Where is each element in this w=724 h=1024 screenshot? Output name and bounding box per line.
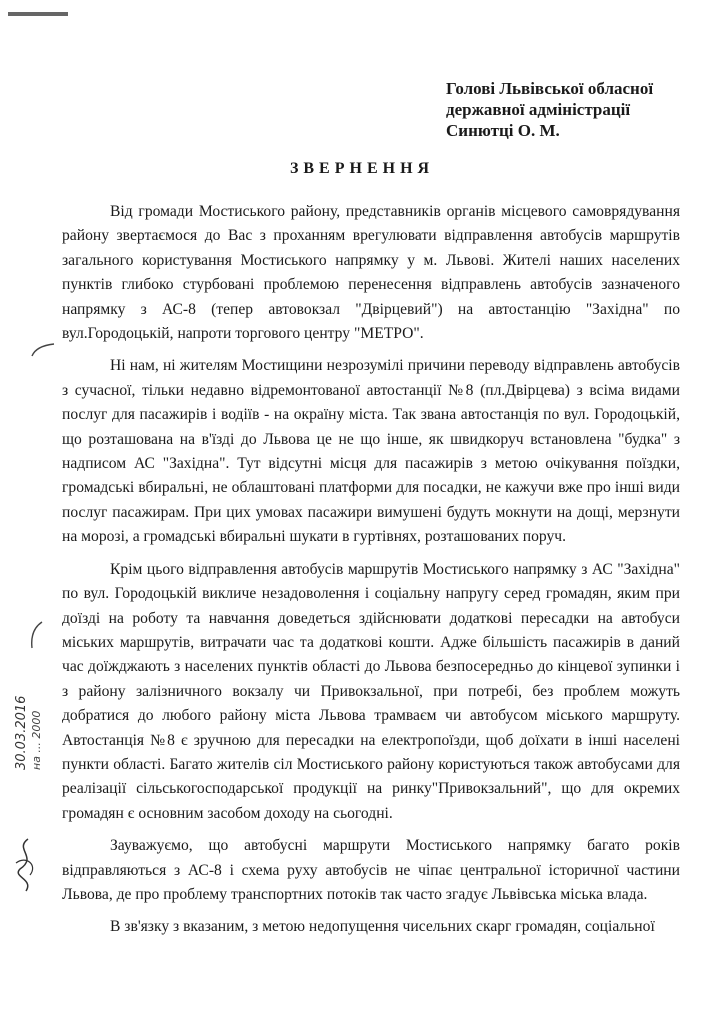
- paragraph: Ні нам, ні жителям Мостищини незрозумілі причини переводу відправлень автобусів з сучасної, тільки недавно відремонтованої автостанції №8 (пл.Двірцева) з всіма видами послуг для пасажирів і водіїв - на окраїну міста. Так звана автостанція по вул. Городоцькій, що розташована на в'їзді до Львова це не що інше, як швидкоруч встановлена "будка" з надписом АС "Західна". Тут відсутні місця для пасажирів з метою очікування поїздки, громадські вбиральні, не облаштовані платформи для посадки, не кажучи вже про інші види послуг пасажирам. При цих умовах пасажири вимушені будуть мокнути на дощі, мерзнути на морозі, а громадські вбиральні шукати в гуртівнях, розташованих поруч.: [62, 357, 680, 546]
- margin-bracket-mark: [28, 340, 58, 360]
- addressee-line-1: Голові Львівської обласної: [446, 79, 654, 98]
- handwritten-date: 30.03.2016: [14, 695, 29, 770]
- addressee-line-3: Синютці О. М.: [446, 121, 560, 140]
- addressee-block: [446, 78, 716, 141]
- paragraph: Крім цього відправлення автобусів маршрутів Мостиського напрямку з АС "Західна" по вул. Городоцькій викличе незадоволення і соціальну напругу серед громадян, яким при доїзді на роботу та навчання доведеться здійснювати додаткові пересадки на автобуси міських маршрутів, витрачати час та додаткові кошти. Адже більшість пасажирів в даний час доїжджають з населених пунктів області до Львова безпосередньо до кінцевої зупинки і з району залізничного вокзалу чи Привокзальної, при потребі, без проблем можуть добратися до любого району міста Львова трамваєм чи автобусом міського маршруту. Автостанція №8 є зручною для пересадки на електропоїзди, щоб доїхати в інші населені пункти області. Багато жителів сіл Мостиського району користуються також автобусами для реалізації сільськогосподарської продукції на ринку"Привокзальний", що для окремих громадян є основним засобом доходу на сьогодні.: [62, 560, 680, 822]
- margin-bracket-mark: [26, 620, 46, 650]
- paragraph: Зауважуємо, що автобусні маршрути Мостиського напрямку багато років відправляються з АС-8 і схема руху автобусів не чіпає центральної історичної частини Львова, де про проблему транспортних потоків так часто згадує Львівська міська влада.: [62, 837, 680, 903]
- scan-artifact: [8, 12, 68, 16]
- addressee-line-2: державної адміністрації: [446, 100, 631, 119]
- paragraph: В зв'язку з вказаним, з метою недопущення чисельних скарг громадян, соціальної: [110, 918, 655, 936]
- document-body: [62, 200, 680, 940]
- document-title: ЗВЕРНЕННЯ: [289, 160, 435, 177]
- handwritten-note: на ... 2000: [30, 710, 43, 770]
- paragraph: Від громади Мостиського району, представників органів місцевого самоврядування району звертаємося до Вас з проханням врегулювати відправлення автобусів маршрутів загального користування Мостиського напрямку у м. Львові. Жителі наших населених пунктів глибоко стурбовані проблемою перенесення відправлень автобусів зазначеного напрямку з АС-8 (тепер автовокзал "Двірцевий") на автостанцію "Західна" по вул.Городоцькій, напроти торгового центру "МЕТРО".: [62, 203, 680, 343]
- signature-mark: [8, 835, 48, 895]
